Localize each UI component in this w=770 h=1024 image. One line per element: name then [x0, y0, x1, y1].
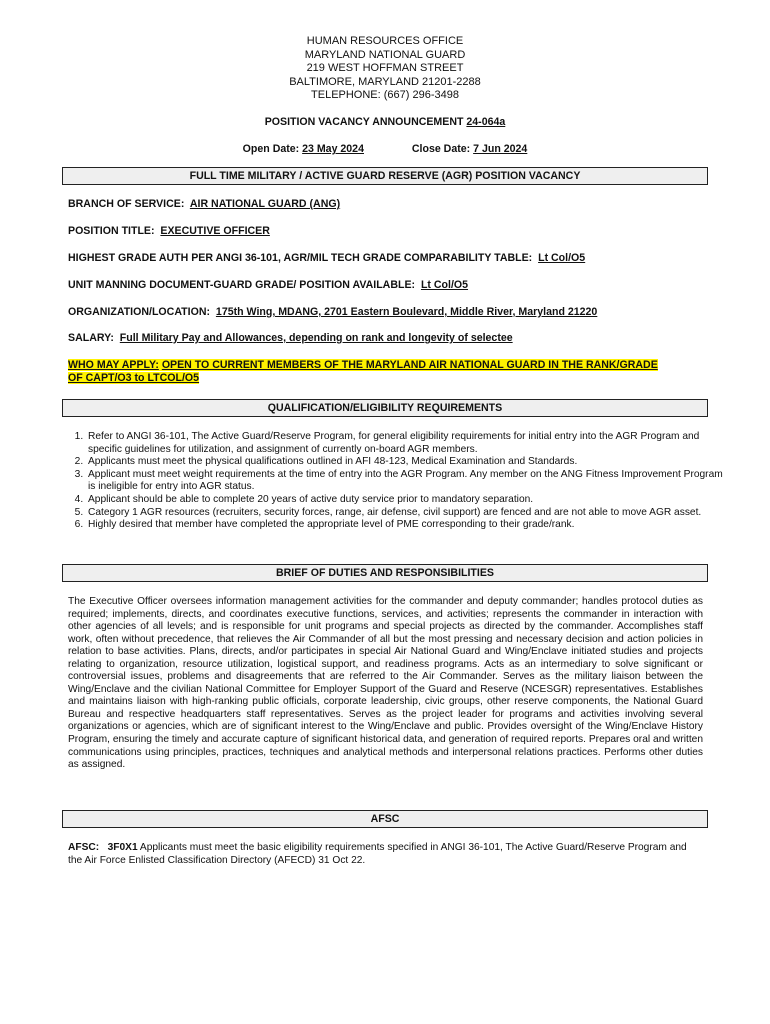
afsc-description: Applicants must meet the basic eligibility requirements specified in ANGI 36-101, The Active Guard/Reserve Program and the Air Force Enlisted Classification Directory (AFECD) 31 Oct 22. [68, 842, 687, 866]
who-label: WHO MAY APPLY: [68, 359, 159, 371]
umd-label: UNIT MANNING DOCUMENT-GUARD GRADE/ POSITION AVAILABLE: [68, 279, 416, 291]
duties-header: BRIEF OF DUTIES AND RESPONSIBILITIES [62, 564, 708, 582]
title-value: EXECUTIVE OFFICER [160, 225, 270, 237]
office-name: HUMAN RESOURCES OFFICE [306, 35, 464, 47]
grade-label: HIGHEST GRADE AUTH PER ANGI 36-101, AGR/MIL TECH GRADE COMPARABILITY TABLE: [68, 252, 533, 264]
list-item: 1. Refer to ANGI 36-101, The Active Guard/Reserve Program, for general eligibility requirements for initial entry into the AGR Program and specific guidelines for utilization, and assignment of currently on-board AGR members. [86, 431, 726, 456]
close-date-value: 7 Jun 2024 [473, 143, 528, 155]
who-may-apply [68, 359, 668, 385]
grade-value: Lt Col/O5 [538, 252, 586, 264]
open-date-label: Open Date: [242, 143, 303, 155]
who-value: OPEN TO CURRENT MEMBERS OF THE MARYLAND AIR NATIONAL GUARD IN THE RANK/GRADE OF CAPT/O3 to LTCOL/O5 [68, 359, 658, 384]
duties-paragraph: The Executive Officer oversees information management activities for the commander and deputy commander; handles protocol duties as required; implements, directs, and coordinates executive functions, services, and activities; represents the commander in interaction with other agencies of all levels; and is responsible for unit programs and special projects as directed by the commander. Accomplishes staff work, often without precedence, that relieves the Air Commander of all but the most pressing and necessary decision and action policies in relation to base activities. Plans, directs, and/or participates in special Air National Guard and Wing/Enclave initiated studies and projects relating to organization, resource utilization, logistical support, and readiness programs. Acts as an intermediary to solve significant or controversial issues, problems and disagreements that are referred to the Air Commander. Serves as the military liaison between the Wing/Enclave and the civilian National Committee for Employer Support of the Guard and Reserve (NCESGR) representatives. Establishes and maintains liaison with high-ranking public officials, corporate leadership, civic groups, other reserve components, the National Guard Bureau and respective headquarters staff representatives. Serves as the project leader for programs and activities involving several organizations or agencies, which are of significant interest to the Wing/Enclave and public. Provides oversight of the Wing/Enclave History Program, ensuring the timely and accurate capture of significant historical data, and generation of required reports. Prepares oral and written communications using principles, practices, techniques and analytical methods and interpersonal relations practices. Performs other duties as assigned. [68, 596, 703, 771]
announcement-title [0, 116, 770, 128]
announcement-label: POSITION VACANCY ANNOUNCEMENT [264, 116, 467, 128]
office-header [0, 35, 770, 103]
org-name: MARYLAND NATIONAL GUARD [304, 48, 466, 61]
salary-label: SALARY: [68, 332, 114, 344]
phone-number: TELEPHONE: (667) 296-3498 [311, 89, 459, 102]
announcement-number: 24-064a [466, 116, 506, 128]
location-label: ORGANIZATION/LOCATION [68, 306, 207, 318]
list-item: 5. Category 1 AGR resources (recruiters, security forces, range, air defense, civil support) are fenced and are not able to move AGR asset. [86, 507, 726, 520]
street-address: 219 WEST HOFFMAN STREET [306, 62, 464, 75]
open-date-value: 23 May 2024 [302, 143, 364, 155]
qualifications-header: QUALIFICATION/ELIGIBILITY REQUIREMENTS [62, 399, 708, 417]
close-date-label: Close Date: [411, 143, 474, 155]
salary-value: Full Military Pay and Allowances, depending on rank and longevity of selectee [119, 332, 513, 344]
afsc-header: AFSC [62, 810, 708, 828]
unit-manning-document [68, 279, 468, 292]
requirements-list [68, 431, 726, 532]
branch-label: BRANCH OF SERVICE: [68, 198, 185, 210]
afsc-paragraph [68, 842, 703, 867]
branch-value: AIR NATIONAL GUARD (ANG) [189, 198, 341, 210]
location-value: 175th Wing, MDANG, 2701 Eastern Boulevard, Middle River, Maryland 21220 [215, 306, 598, 318]
highest-grade [68, 252, 585, 265]
afsc-code: 3F0X1 [107, 842, 138, 853]
position-title [68, 225, 270, 238]
branch-of-service [68, 198, 340, 211]
vacancy-type-header: FULL TIME MILITARY / ACTIVE GUARD RESERVE (AGR) POSITION VACANCY [62, 167, 708, 185]
umd-value: Lt Col/O5 [420, 279, 469, 291]
title-label: POSITION TITLE: [68, 225, 155, 237]
salary [68, 332, 513, 345]
list-item: 2. Applicants must meet the physical qualifications outlined in AFI 48-123, Medical Examination and Standards. [86, 456, 726, 469]
afsc-label: AFSC: [68, 842, 100, 853]
list-item: 6. Highly desired that member have completed the appropriate level of PME corresponding to their grade/rank. [86, 519, 726, 532]
organization-location: ORGANIZATION/LOCATION: 175th Wing, MDANG, 2701 Eastern Boulevard, Middle River, Maryland 21220 [68, 306, 598, 318]
list-item: 4. Applicant should be able to complete 20 years of active duty service prior to mandatory separation. [86, 494, 726, 507]
list-item: 3. Applicant must meet weight requirements at the time of entry into the AGR Program. Any member on the ANG Fitness Improvement Program is ineligible for entry into AGR status. [86, 469, 726, 494]
city-address: BALTIMORE, MARYLAND 21201-2288 [289, 75, 481, 88]
announcement-dates [0, 143, 770, 155]
